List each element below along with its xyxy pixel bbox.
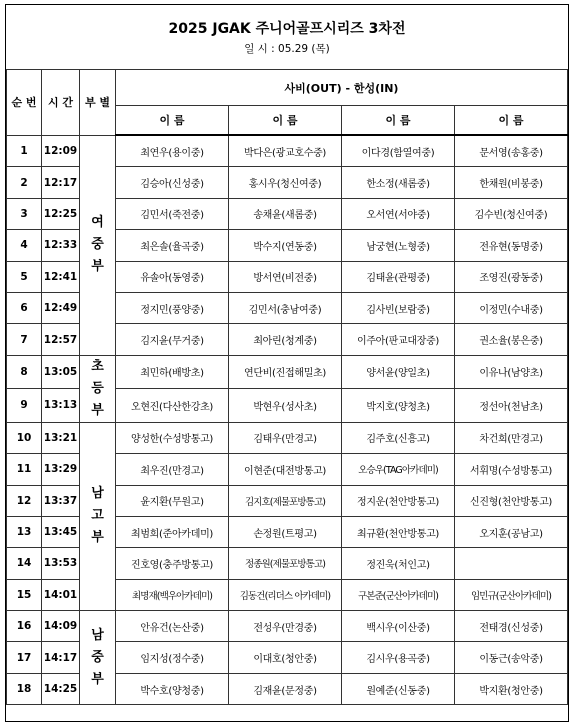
time-cell: 13:05 <box>42 355 80 389</box>
division-cell: 남 중 부 <box>80 611 116 705</box>
division-cell: 여 중 부 <box>80 135 116 355</box>
schedule-sheet <box>5 4 569 722</box>
player-cell: 박수지(연동중) <box>229 230 342 261</box>
player-cell: 송채윤(새롬중) <box>229 198 342 229</box>
header-course: 사비(OUT) - 한성(IN) <box>116 70 568 106</box>
player-cell: 이정민(수내중) <box>455 292 568 323</box>
table-row <box>7 355 568 389</box>
player-cell: 박현우(성사초) <box>229 389 342 423</box>
title-block <box>6 5 568 70</box>
player-cell: 전태경(신성중) <box>455 611 568 642</box>
player-cell: 안유건(논산중) <box>116 611 229 642</box>
player-cell: 최명재(백우아카데미) <box>116 579 229 610</box>
player-cell: 문서영(송홍중) <box>455 135 568 167</box>
player-cell: 권소율(봉은중) <box>455 324 568 355</box>
player-cell: 최민하(배방초) <box>116 355 229 389</box>
player-cell: 최우진(만경고) <box>116 454 229 485</box>
table-row <box>7 422 568 453</box>
order-cell: 17 <box>7 642 42 673</box>
player-cell: 임지성(정수중) <box>116 642 229 673</box>
player-cell: 정지민(풍양중) <box>116 292 229 323</box>
order-cell: 2 <box>7 167 42 198</box>
player-cell: 김지호(제물포방통고) <box>229 485 342 516</box>
division-cell: 초 등 부 <box>80 355 116 422</box>
player-cell: 최범희(준아카데미) <box>116 516 229 547</box>
player-cell: 한소정(새롬중) <box>342 167 455 198</box>
player-cell: 정종원(제물포방통고) <box>229 548 342 579</box>
player-cell: 서휘명(수성방통고) <box>455 454 568 485</box>
player-cell: 오서연(서야중) <box>342 198 455 229</box>
player-cell: 김재윤(문정중) <box>229 673 342 704</box>
player-cell: 이현준(대전방통고) <box>229 454 342 485</box>
player-cell: 오현진(다산한강초) <box>116 389 229 423</box>
player-cell: 김주호(신흥고) <box>342 422 455 453</box>
header-division: 부 별 <box>80 70 116 136</box>
player-cell: 김수빈(청신여중) <box>455 198 568 229</box>
time-cell: 13:21 <box>42 422 80 453</box>
header-name-1: 이 름 <box>116 106 229 136</box>
player-cell: 김승아(신성중) <box>116 167 229 198</box>
table-row <box>7 135 568 167</box>
header-name-2: 이 름 <box>229 106 342 136</box>
player-cell: 정진욱(처인고) <box>342 548 455 579</box>
time-cell: 14:01 <box>42 579 80 610</box>
order-cell: 13 <box>7 516 42 547</box>
tee-time-table <box>6 69 568 705</box>
player-cell: 김사빈(보람중) <box>342 292 455 323</box>
order-cell: 15 <box>7 579 42 610</box>
division-cell: 남 고 부 <box>80 422 116 610</box>
player-cell: 임민규(군산아카데미) <box>455 579 568 610</box>
player-cell: 이다경(함열여중) <box>342 135 455 167</box>
header-time: 시 간 <box>42 70 80 136</box>
order-cell: 12 <box>7 485 42 516</box>
time-cell: 12:09 <box>42 135 80 167</box>
player-cell: 한채원(비봉중) <box>455 167 568 198</box>
player-cell: 차건희(만경고) <box>455 422 568 453</box>
date-line: 일 시 : 05.29 (목) <box>244 43 330 55</box>
player-cell: 김동건(리더스 아카데미) <box>229 579 342 610</box>
time-cell: 13:45 <box>42 516 80 547</box>
time-cell: 13:13 <box>42 389 80 423</box>
time-cell: 12:57 <box>42 324 80 355</box>
player-cell: 방서연(비전중) <box>229 261 342 292</box>
header-order: 순 번 <box>7 70 42 136</box>
table-row <box>7 611 568 642</box>
player-cell: 이주아(판교대장중) <box>342 324 455 355</box>
order-cell: 5 <box>7 261 42 292</box>
order-cell: 14 <box>7 548 42 579</box>
player-cell: 신진형(천안방통고) <box>455 485 568 516</box>
player-cell: 최은솔(율곡중) <box>116 230 229 261</box>
player-cell: 이동근(송악중) <box>455 642 568 673</box>
time-cell: 13:53 <box>42 548 80 579</box>
player-cell: 남궁현(노형중) <box>342 230 455 261</box>
time-cell: 13:37 <box>42 485 80 516</box>
order-cell: 7 <box>7 324 42 355</box>
time-cell: 13:29 <box>42 454 80 485</box>
order-cell: 3 <box>7 198 42 229</box>
time-cell: 12:41 <box>42 261 80 292</box>
player-cell: 양서윤(양일초) <box>342 355 455 389</box>
player-cell: 박다은(광교호수중) <box>229 135 342 167</box>
time-cell: 14:17 <box>42 642 80 673</box>
player-cell <box>455 548 568 579</box>
order-cell: 11 <box>7 454 42 485</box>
player-cell: 김시우(용곡중) <box>342 642 455 673</box>
time-cell: 14:25 <box>42 673 80 704</box>
player-cell: 오지훈(공남고) <box>455 516 568 547</box>
time-cell: 12:33 <box>42 230 80 261</box>
player-cell: 이대호(청안중) <box>229 642 342 673</box>
player-cell: 김민서(죽전중) <box>116 198 229 229</box>
time-cell: 12:25 <box>42 198 80 229</box>
player-cell: 구본준(군산아카데미) <box>342 579 455 610</box>
player-cell: 최규환(천안방통고) <box>342 516 455 547</box>
order-cell: 18 <box>7 673 42 704</box>
player-cell: 홍시우(청신여중) <box>229 167 342 198</box>
time-cell: 14:09 <box>42 611 80 642</box>
player-cell: 김민서(충남여중) <box>229 292 342 323</box>
player-cell: 진호영(충주방통고) <box>116 548 229 579</box>
player-cell: 전유현(동명중) <box>455 230 568 261</box>
table-body <box>7 135 568 705</box>
player-cell: 박지환(청안중) <box>455 673 568 704</box>
player-cell: 조영진(광동중) <box>455 261 568 292</box>
page-title: 2025 JGAK 주니어골프시리즈 3차전 <box>168 21 406 37</box>
player-cell: 정지운(천안방통고) <box>342 485 455 516</box>
player-cell: 원예준(신동중) <box>342 673 455 704</box>
player-cell: 양성한(수성방통고) <box>116 422 229 453</box>
header-name-3: 이 름 <box>342 106 455 136</box>
order-cell: 16 <box>7 611 42 642</box>
header-name-4: 이 름 <box>455 106 568 136</box>
player-cell: 박지호(양청초) <box>342 389 455 423</box>
player-cell: 최아린(청계중) <box>229 324 342 355</box>
player-cell: 김태윤(관평중) <box>342 261 455 292</box>
player-cell: 전성우(만경중) <box>229 611 342 642</box>
player-cell: 손정원(트평고) <box>229 516 342 547</box>
player-cell: 백시우(이산중) <box>342 611 455 642</box>
order-cell: 8 <box>7 355 42 389</box>
player-cell: 박수호(양청중) <box>116 673 229 704</box>
player-cell: 김태우(만경고) <box>229 422 342 453</box>
order-cell: 1 <box>7 135 42 167</box>
player-cell: 정선아(천남초) <box>455 389 568 423</box>
order-cell: 4 <box>7 230 42 261</box>
player-cell: 유솔아(동영중) <box>116 261 229 292</box>
order-cell: 9 <box>7 389 42 423</box>
player-cell: 이유나(남양초) <box>455 355 568 389</box>
player-cell: 최연우(용이중) <box>116 135 229 167</box>
time-cell: 12:49 <box>42 292 80 323</box>
player-cell: 윤지환(무원고) <box>116 485 229 516</box>
order-cell: 10 <box>7 422 42 453</box>
player-cell: 김지윤(무거중) <box>116 324 229 355</box>
time-cell: 12:17 <box>42 167 80 198</box>
order-cell: 6 <box>7 292 42 323</box>
player-cell: 연단비(진접해밀초) <box>229 355 342 389</box>
player-cell: 오승우(TAG아카데미) <box>342 454 455 485</box>
